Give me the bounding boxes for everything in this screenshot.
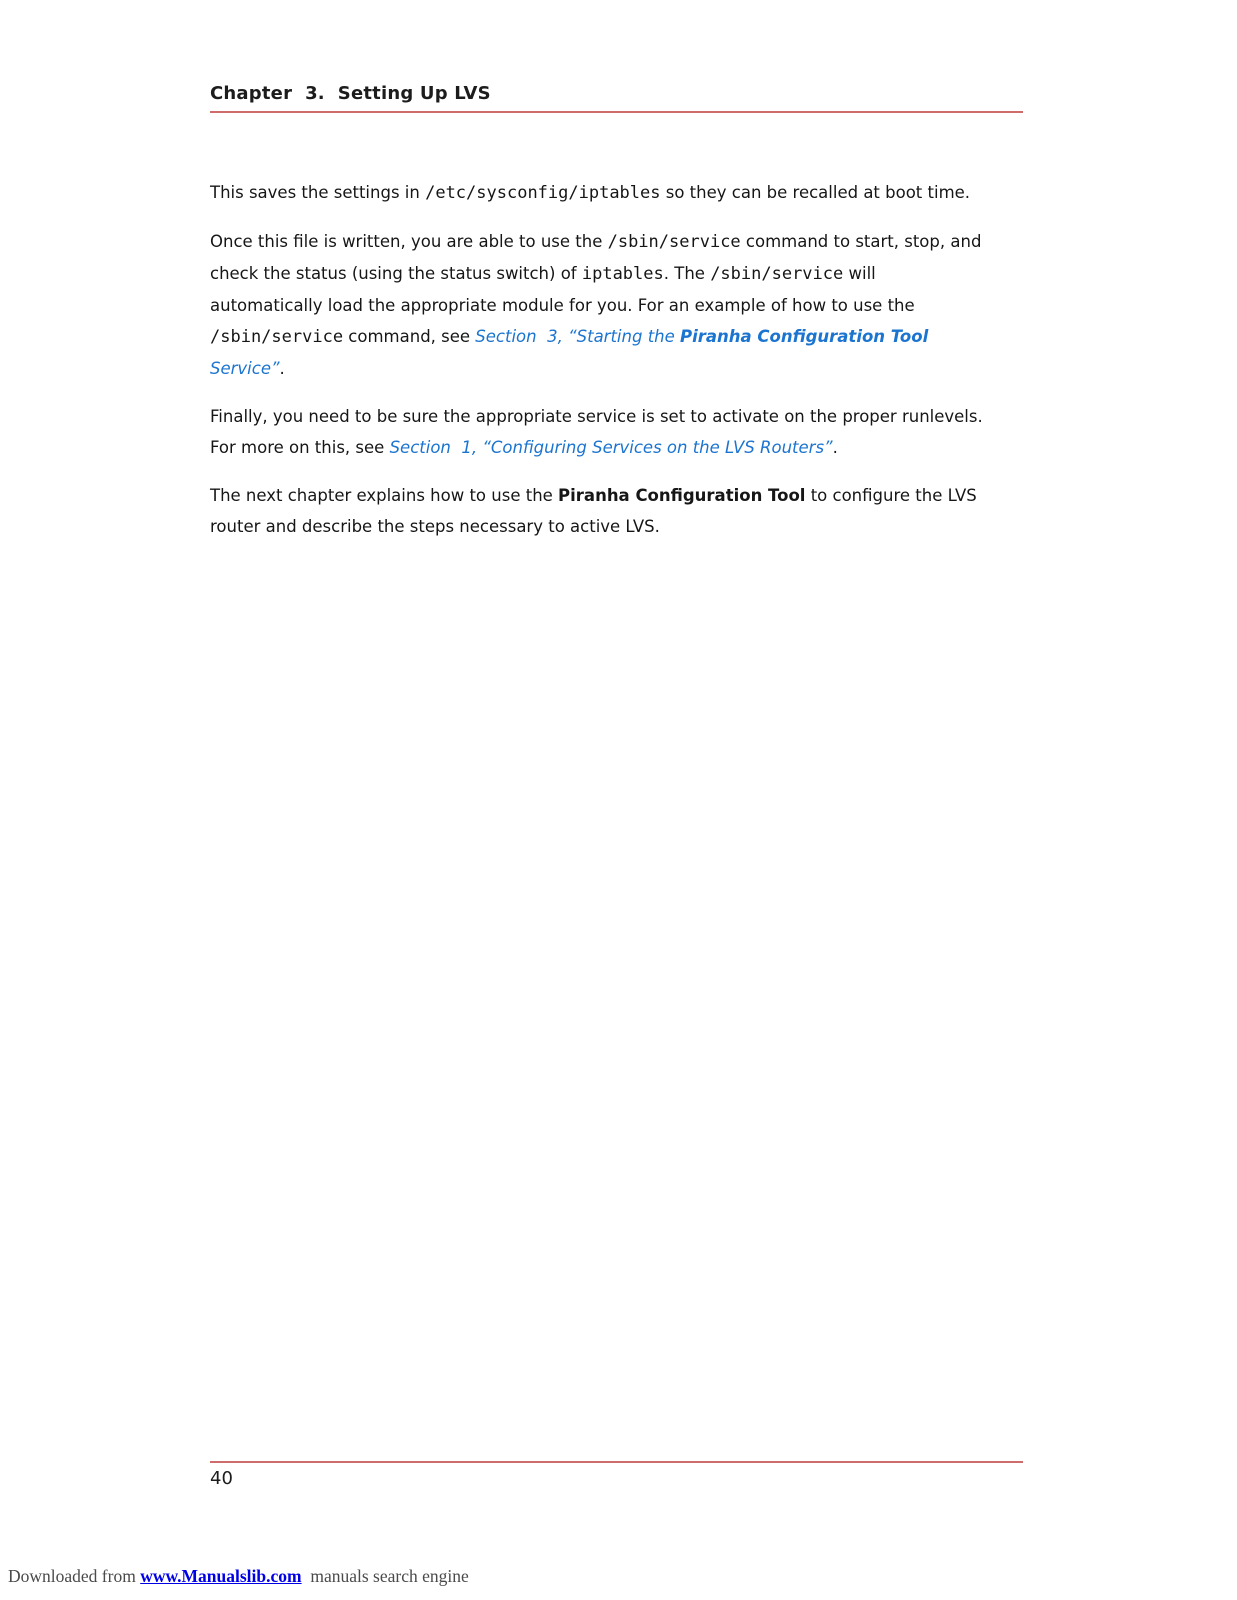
command-iptables: iptables — [581, 264, 664, 284]
command-sbin-service: /sbin/service — [210, 327, 344, 347]
body-text: to configure the LVS router and describe the steps necessary to active LVS. — [210, 486, 982, 536]
watermark-prefix: Downloaded from — [8, 1566, 141, 1586]
paragraph — [210, 480, 992, 542]
body-text: will automatically load the appropriate module for you. For an example of how to use the — [210, 264, 920, 315]
footer-rule — [210, 1461, 1023, 1463]
body-text: so they can be recalled at boot time. — [660, 183, 971, 202]
paragraph — [210, 177, 992, 209]
manualslib-link[interactable]: www.Manualslib.com — [140, 1566, 302, 1586]
section-3-link[interactable]: Piranha Configuration Tool — [680, 327, 929, 346]
body-text: . — [279, 359, 285, 378]
body-text: command, see — [343, 327, 476, 346]
body-text: . The — [663, 264, 711, 283]
section-3-link[interactable]: Section 3, “Starting the — [475, 327, 681, 346]
body-text: command to start, stop, and check the status (using the status switch) of — [210, 232, 987, 283]
page-number: 40 — [210, 1468, 233, 1489]
command-sbin-service: /sbin/service — [710, 264, 844, 284]
watermark — [8, 1566, 469, 1587]
paragraph — [210, 226, 992, 384]
body-text: The next chapter explains how to use the — [210, 486, 559, 505]
chapter-title: Chapter 3. Setting Up LVS — [210, 83, 491, 104]
body-text: Once this file is written, you are able to use the — [210, 232, 608, 251]
body-text: Finally, you need to be sure the appropriate service is set to activate on the proper runlevels. For more on this, see — [210, 407, 988, 457]
chapter-header — [210, 83, 1023, 113]
page-footer — [210, 1461, 1023, 1490]
filepath-iptables-config: /etc/sysconfig/iptables — [425, 183, 661, 203]
section-3-link[interactable]: Service” — [210, 327, 934, 378]
product-name: Piranha Configuration Tool — [558, 486, 806, 505]
paragraph — [210, 401, 992, 463]
body-text: This saves the settings in — [210, 183, 426, 202]
header-rule — [210, 111, 1023, 113]
section-1-link[interactable]: Section 1, “Configuring Services on the LVS Routers” — [389, 438, 833, 457]
command-sbin-service: /sbin/service — [607, 232, 741, 252]
body-text: . — [832, 438, 838, 457]
document-body — [210, 177, 992, 559]
watermark-suffix: manuals search engine — [301, 1566, 469, 1586]
